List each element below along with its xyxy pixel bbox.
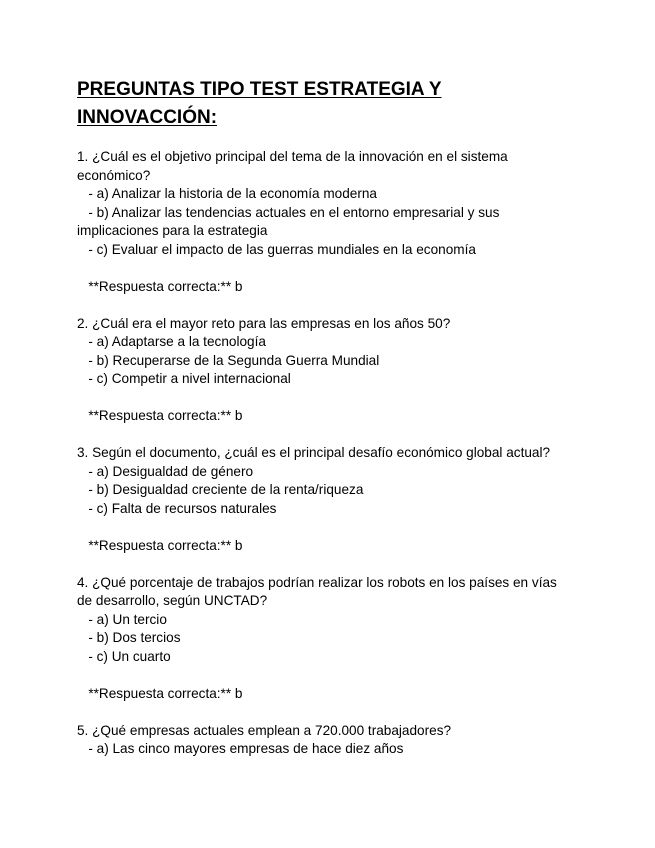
question-4-answer: **Respuesta correcta:** b <box>77 685 243 701</box>
blank-line <box>77 259 577 278</box>
blank-line <box>77 666 577 685</box>
question-3-line-1: 3. Según el documento, ¿cuál es el principal desafío económico global actual? <box>77 445 551 460</box>
question-4-option-a: - a) Un tercio <box>77 611 167 627</box>
question-3-option-c: - c) Falta de recursos naturales <box>77 500 277 516</box>
document-title: PREGUNTAS TIPO TEST ESTRATEGIA Y INNOVACCIÓN: <box>77 79 442 128</box>
question-2-option-b: - b) Recuperarse de la Segunda Guerra Mundial <box>77 352 380 368</box>
question-1-answer: **Respuesta correcta:** b <box>77 278 243 294</box>
blank-line <box>77 296 577 315</box>
question-1-line-2: económico? <box>77 167 151 183</box>
question-1-line-1: 1. ¿Cuál es el objetivo principal del tema de la innovación en el sistema <box>77 149 508 164</box>
blank-line <box>77 389 577 408</box>
question-4-option-c: - c) Un cuarto <box>77 648 171 664</box>
question-1-option-a: - a) Analizar la historia de la economía moderna <box>77 186 377 201</box>
question-3-answer: **Respuesta correcta:** b <box>77 537 243 553</box>
question-2-option-c: - c) Competir a nivel internacional <box>77 371 291 386</box>
blank-line <box>77 703 577 722</box>
question-3-option-a: - a) Desigualdad de género <box>77 463 254 479</box>
question-2-line-1: 2. ¿Cuál era el mayor reto para las empresas en los años 50? <box>77 315 451 331</box>
question-4-option-b: - b) Dos tercios <box>77 630 181 645</box>
question-5-option-a: - a) Las cinco mayores empresas de hace diez años <box>77 741 404 756</box>
question-4-line-1: 4. ¿Qué porcentaje de trabajos podrían realizar los robots en los países en vías <box>77 574 557 590</box>
question-1-option-c: - c) Evaluar el impacto de las guerras mundiales en la economía <box>77 241 476 257</box>
question-4-line-2: de desarrollo, según UNCTAD? <box>77 593 268 608</box>
question-3-option-b: - b) Desigualdad creciente de la renta/riqueza <box>77 482 364 497</box>
blank-line <box>77 555 577 574</box>
blank-line <box>77 426 577 445</box>
question-2-answer: **Respuesta correcta:** b <box>77 408 243 423</box>
question-5-line-1: 5. ¿Qué empresas actuales emplean a 720.000 trabajadores? <box>77 722 452 738</box>
blank-line <box>77 518 577 537</box>
document-body <box>77 148 577 759</box>
question-1-option-b: - b) Analizar las tendencias actuales en el entorno empresarial y sus <box>77 204 500 220</box>
question-2-option-a: - a) Adaptarse a la tecnología <box>77 334 266 349</box>
question-1-option-b-cont: implicaciones para la estrategia <box>77 223 268 238</box>
